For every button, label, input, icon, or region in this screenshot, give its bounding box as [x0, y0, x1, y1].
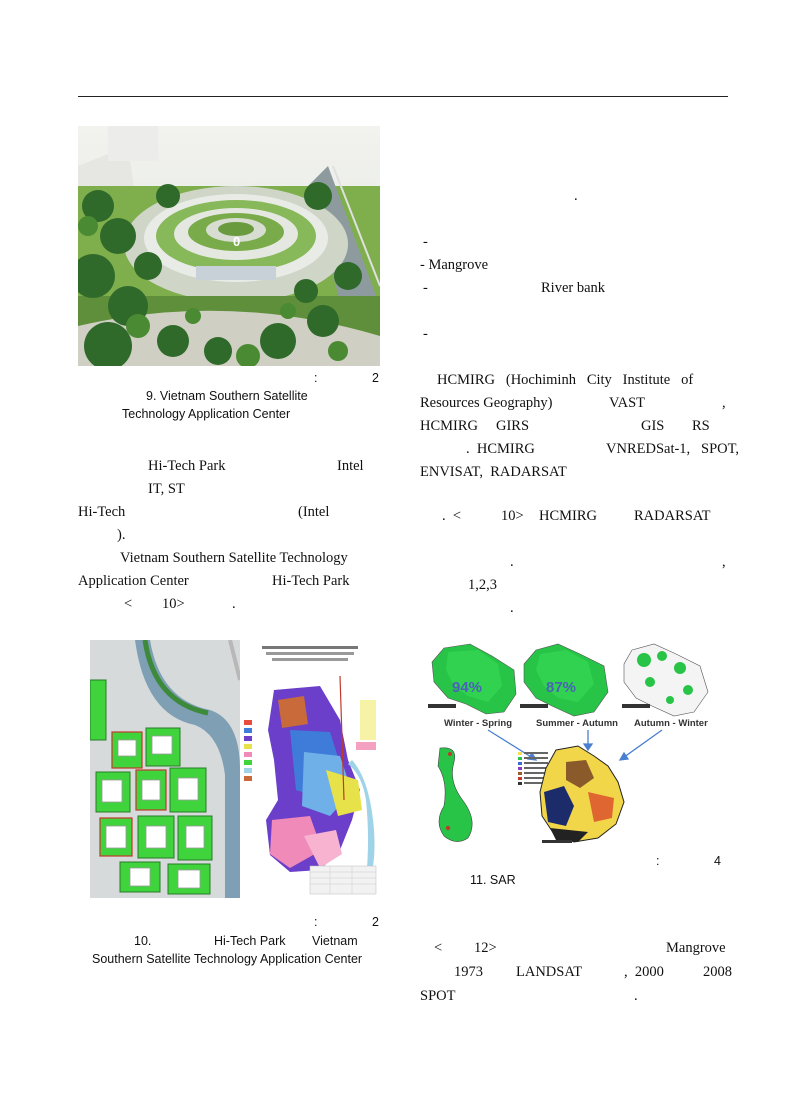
figure-10-caption-num: 10.: [134, 934, 152, 948]
para2-line1b: 10>: [501, 508, 524, 524]
figure-9-source-prefix: :: [314, 371, 318, 385]
left-text-l4: ).: [117, 527, 126, 543]
left-text-l6b: Hi-Tech Park: [272, 573, 350, 589]
figure-11-source-number: 4: [714, 854, 721, 868]
bullet-3a: -: [423, 280, 428, 296]
figure-11-image: [418, 642, 718, 850]
left-text-l3b: (Intel: [298, 504, 330, 520]
para3-line2a: 1973: [454, 964, 483, 980]
left-text-l7a: <: [124, 596, 133, 612]
para1-line3a: HCMIRG: [420, 418, 479, 434]
para3-line1a: <: [434, 940, 443, 956]
para1-line3d: RS: [692, 418, 710, 434]
figure-10-caption-b: Vietnam: [312, 934, 358, 948]
header-rule: [78, 96, 728, 97]
left-text-l7b: 10>: [162, 596, 185, 612]
figure-9-caption-line2: Technology Application Center: [122, 407, 291, 421]
left-text-l5: Vietnam Southern Satellite Technology: [120, 550, 348, 566]
para2-line1d: RADARSAT: [634, 508, 711, 524]
para3-line2c: , 2000: [624, 964, 664, 980]
figure-10-source-prefix: :: [314, 915, 318, 929]
para3-line2d: 2008: [703, 964, 732, 980]
label-autumn-winter: Autumn - Winter: [634, 718, 708, 729]
left-text-l7c: .: [232, 596, 236, 612]
figure-11-caption: 11. SAR: [470, 873, 516, 887]
para2-line1c: HCMIRG: [539, 508, 598, 524]
para2-line1a: . <: [442, 508, 462, 524]
figure-9-caption-line1: 9. Vietnam Southern Satellite: [146, 389, 308, 403]
figure-9-source-number: 2: [372, 371, 379, 385]
bullet-4: -: [423, 326, 428, 342]
para3-line1b: 12>: [474, 940, 497, 956]
para1-line3c: GIS: [641, 418, 665, 434]
para3-line1c: Mangrove: [666, 940, 726, 956]
para1-line4a: . HCMIRG: [466, 441, 535, 457]
para1-line1: HCMIRG (Hochiminh City Institute of: [437, 372, 694, 388]
para1-line5: ENVISAT, RADARSAT: [420, 464, 567, 480]
para1-line4b: VNREDSat-1, SPOT,: [606, 441, 740, 457]
para1-line2a: Resources Geography): [420, 395, 553, 411]
left-text-l3a: Hi-Tech: [78, 504, 126, 520]
figure-11-source-prefix: :: [656, 854, 660, 868]
para3-line3b: .: [634, 988, 638, 1004]
para1-line3b: GIRS: [496, 418, 530, 434]
left-text-l1a: Hi-Tech Park: [148, 458, 226, 474]
figure-10-image: [90, 640, 380, 898]
left-text-l1b: Intel: [337, 458, 364, 474]
para3-line3a: SPOT: [420, 988, 456, 1004]
bullet-3b: River bank: [541, 280, 606, 296]
right-text-r0: .: [574, 188, 578, 204]
figure-10-caption-line2: Southern Satellite Technology Application Center: [92, 952, 363, 966]
label-winter-spring: Winter - Spring: [444, 718, 512, 729]
bullet-2: - Mangrove: [420, 257, 489, 273]
para2-line2a: .: [510, 554, 514, 570]
bullet-1: -: [423, 234, 428, 250]
figure-9-image: [78, 126, 380, 366]
figure-10-caption-a: Hi-Tech Park: [214, 934, 286, 948]
left-text-l6a: Application Center: [78, 573, 189, 589]
pct-summer-autumn: 87%: [546, 679, 577, 696]
pct-winter-spring: 94%: [452, 679, 483, 696]
para2-line3: 1,2,3: [468, 577, 497, 593]
left-text-l2: IT, ST: [148, 481, 185, 497]
para3-line2b: LANDSAT: [516, 964, 583, 980]
figure-10-source-number: 2: [372, 915, 379, 929]
label-summer-autumn: Summer - Autumn: [536, 718, 618, 729]
para2-line2b: ,: [722, 554, 726, 570]
figure-9-inner-label: 0: [233, 234, 241, 249]
para1-line2b: VAST: [609, 395, 645, 411]
para2-line4: .: [510, 600, 514, 616]
para1-line2c: ,: [722, 395, 726, 411]
